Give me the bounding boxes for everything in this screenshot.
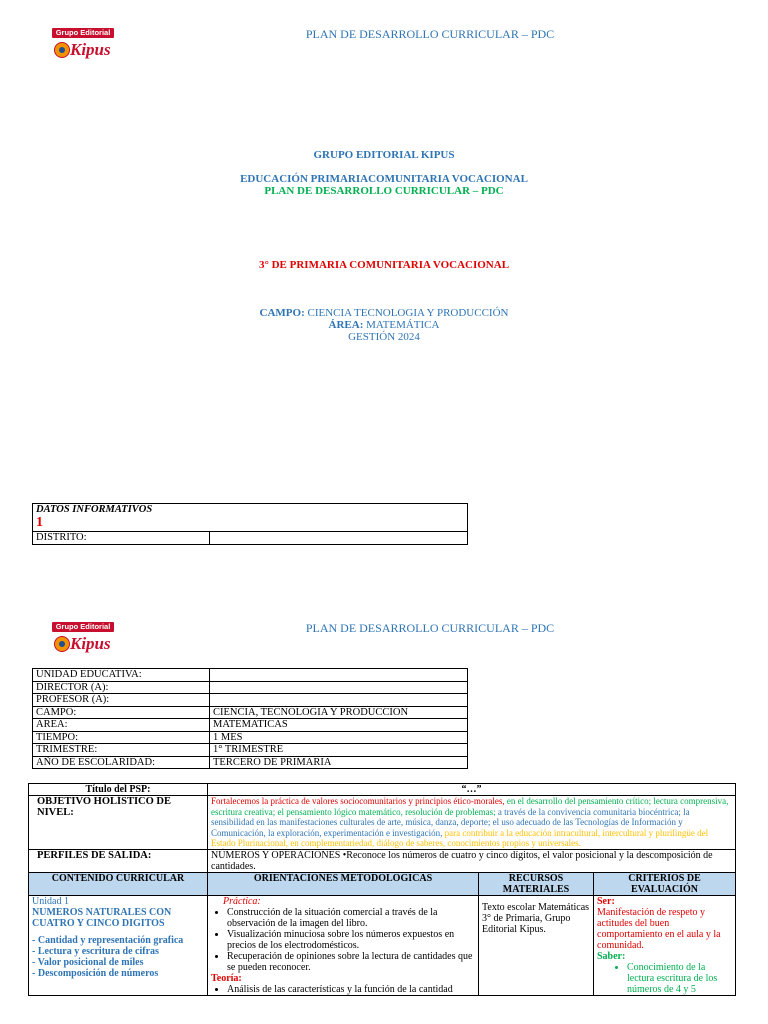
info-value [210, 669, 468, 682]
cover-gestion: GESTIÓN 2024 [348, 331, 420, 343]
datos-title-cell [33, 504, 468, 532]
recursos-value: Texto escolar Matemáticas 3° de Primaria, Grupo Editorial Kipus. [479, 895, 594, 995]
table-row [33, 756, 468, 769]
list-item: - Descomposición de números [32, 968, 204, 979]
info-label: AÑO DE ESCOLARIDAD: [33, 756, 210, 769]
objetivo-orange: para contribuir a la educación intracultural, intercultural y plurilingüe del Estado Plurinacional, en complementariedad, diálogo de saberes, conocimientos propios y universales. [211, 827, 709, 848]
info-label: TRIMESTRE: [33, 744, 210, 757]
info-value [210, 694, 468, 707]
list-item: - Valor posicional de miles [32, 957, 204, 968]
cover-plan-line: PLAN DE DESARROLLO CURRICULAR – PDC [264, 185, 504, 197]
info-value: MATEMATICAS [210, 719, 468, 732]
distrito-value [210, 532, 468, 545]
info-value: 1 MES [210, 731, 468, 744]
logo-top-text: Grupo Editorial [52, 28, 114, 38]
perfiles-value: NÚMEROS Y OPERACIONES •Reconoce los números de cuatro y cinco dígitos, el valor posicional y la descomposición de cantidades. [208, 849, 736, 872]
table-row [33, 669, 468, 682]
publisher-logo [52, 28, 116, 62]
unit-title: NUMEROS NATURALES CON CUATRO Y CINCO DIGITOS [32, 906, 172, 929]
saber-label: Saber: [597, 950, 626, 962]
cover-publisher: GRUPO EDITORIAL KIPUS [313, 149, 455, 161]
unit-label: Unidad 1 [32, 895, 69, 907]
orientaciones-cell [208, 895, 479, 995]
eye-icon [54, 42, 70, 58]
list-item: • Recuperación de opiniones sobre la lectura de cantidades que se pueden reconocer. [227, 951, 475, 973]
psp-value: “…” [208, 784, 736, 796]
table-row [33, 681, 468, 694]
psp-label: Título del PSP: [29, 784, 208, 796]
page-header-2: PLAN DE DESARROLLO CURRICULAR – PDC [305, 621, 555, 635]
table-header-row [29, 872, 736, 895]
objetivo-green: en el desarrollo del pensamiento crítico; lectura comprensiva, escritura creativa; el pensamiento lógico matemático, resolución de problemas; [211, 796, 729, 817]
datos-title: DATOS INFORMATIVOS [36, 504, 153, 515]
info-table [32, 668, 468, 769]
ser-text: Manifestación de respeto y actitudes del buen comportamiento en el aula y la comunidad. [597, 906, 721, 951]
list-item: • Análisis de las características y la función de la cantidad [227, 984, 475, 995]
info-label: CAMPO: [33, 706, 210, 719]
list-item: • Construcción de la situación comercial a través de la observación de la imagen del libro. [227, 907, 475, 929]
objetivo-cell [208, 796, 736, 850]
distrito-label: DISTRITO: [33, 532, 210, 545]
table-row [29, 849, 736, 872]
info-value: TERCERO DE PRIMARIA [210, 756, 468, 769]
info-label: AREA: [33, 719, 210, 732]
cover-area [0, 319, 768, 331]
area-label: ÁREA: [328, 319, 364, 331]
info-label: PROFESOR (A): [33, 694, 210, 707]
cover-grade-line: 3° DE PRIMARIA COMUNITARIA VOCACIONAL [258, 259, 510, 271]
table-row [33, 744, 468, 757]
teoria-list [211, 984, 475, 995]
content-list [32, 935, 204, 979]
header-recursos: RECURSOS MATERIALES [479, 872, 594, 895]
table-row [29, 895, 736, 995]
cover-campo [0, 307, 768, 319]
saber-list [597, 962, 732, 995]
teoria-label: Teoría: [211, 972, 242, 984]
criterios-cell [594, 895, 736, 995]
eye-icon [54, 636, 70, 652]
practica-label: Práctica: [223, 895, 261, 907]
campo-label: CAMPO: [259, 307, 305, 319]
table-row [33, 706, 468, 719]
header-orientaciones: ORIENTACIONES METODOLOGICAS [208, 872, 479, 895]
table-row [33, 719, 468, 732]
ser-label: Ser: [597, 895, 615, 907]
list-item: - Cantidad y representación grafica [32, 935, 204, 946]
info-label: DIRECTOR (A): [33, 681, 210, 694]
objetivo-label: OBJETIVO HOLÍSTICO DE NIVEL: [29, 796, 208, 850]
publisher-logo-page2 [52, 622, 116, 656]
list-item: - Lectura y escritura de cifras [32, 946, 204, 957]
list-item: • Visualización minuciosa sobre los números expuestos en precios de los electrodomésticos. [227, 929, 475, 951]
info-label: TIEMPO: [33, 731, 210, 744]
table-row [29, 796, 736, 850]
contenido-cell [29, 895, 208, 995]
practica-list [211, 907, 475, 973]
datos-number: 1 [36, 514, 43, 530]
table-row [29, 784, 736, 796]
info-label: UNIDAD EDUCATIVA: [33, 669, 210, 682]
info-value: CIENCIA, TECNOLOGIA Y PRODUCCION [210, 706, 468, 719]
info-value [210, 681, 468, 694]
objetivo-blue: a través de la convivencia comunitaria biocéntrica; la sensibilidad en las manifestaciones culturales de arte, música, danza, deporte; el uso adecuado de las Tecnologías de Información y Comunicación, la exploración, experimentación e investigación, [211, 806, 690, 838]
header-contenido: CONTENIDO CURRICULAR [29, 872, 208, 895]
objetivo-red: Fortalecemos la práctica de valores sociocomunitarios y principios ético-morales, [211, 796, 505, 806]
logo-top-text: Grupo Editorial [52, 622, 114, 632]
header-criterios: CRITERIOS DE EVALUACIÓN [594, 872, 736, 895]
logo-brand: Kipus [70, 634, 111, 653]
table-row [33, 694, 468, 707]
list-item: • Conocimiento de la lectura escritura de los números de 4 y 5 [627, 962, 732, 995]
perfiles-label: PERFILES DE SALIDA: [29, 849, 208, 872]
info-value: 1° TRIMESTRE [210, 744, 468, 757]
cover-education-line: EDUCACIÓN PRIMARIACOMUNITARIA VOCACIONAL [240, 173, 528, 185]
datos-informativos-table [32, 503, 468, 545]
table-row [33, 731, 468, 744]
page-header: PLAN DE DESARROLLO CURRICULAR – PDC [305, 27, 555, 41]
campo-value: CIENCIA TECNOLOGIA Y PRODUCCIÓN [307, 307, 509, 319]
plan-table [28, 783, 736, 996]
logo-brand: Kipus [70, 40, 111, 59]
area-value: MATEMÁTICA [366, 319, 440, 331]
